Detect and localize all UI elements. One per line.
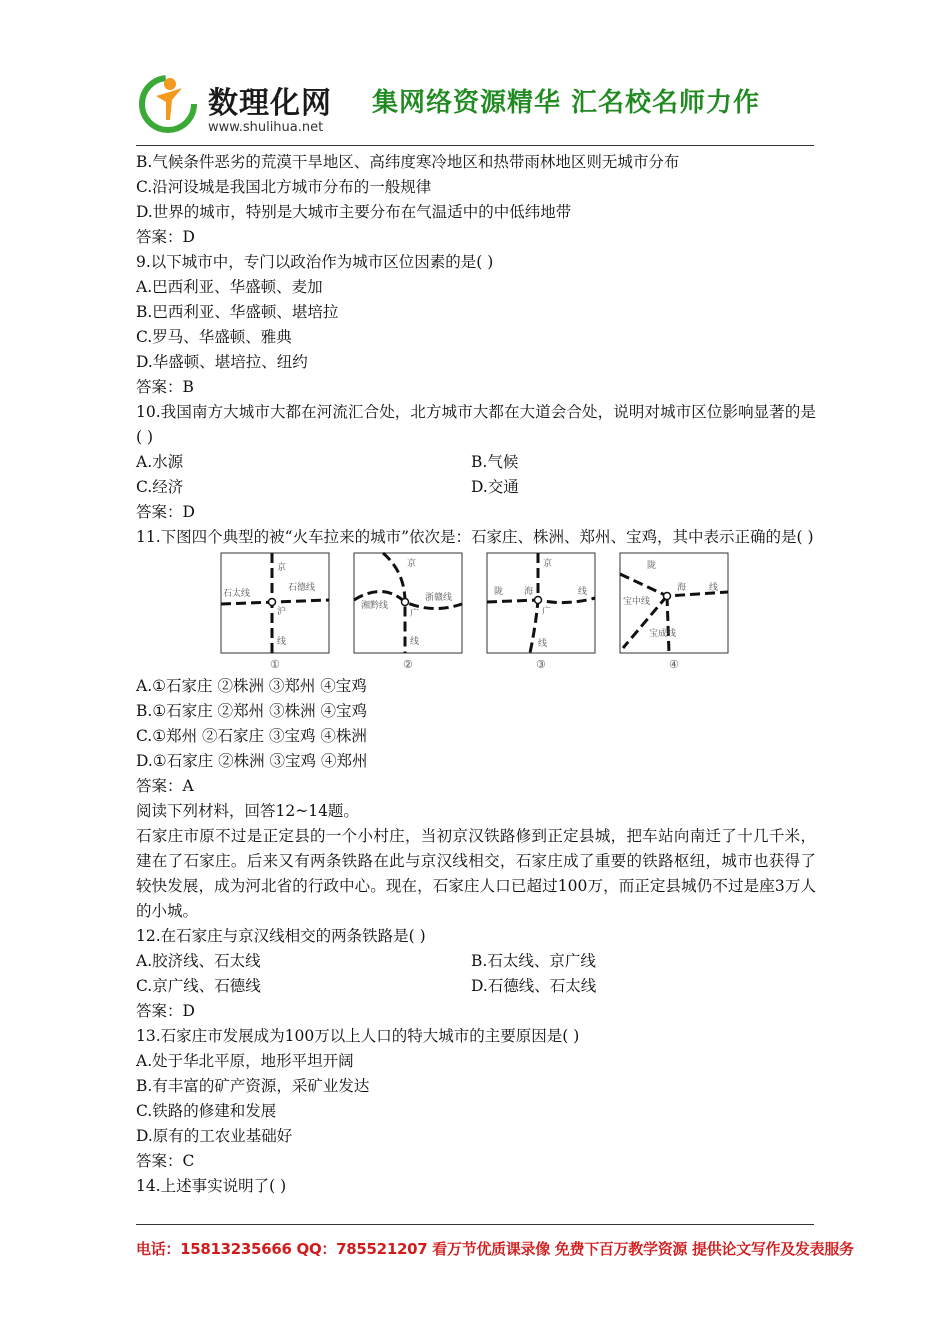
- fig1-label-hu: 沪: [277, 607, 287, 617]
- header-divider: [136, 145, 814, 146]
- q13-option-b: B.有丰富的矿产资源，采矿业发达: [136, 1077, 370, 1095]
- q9-option-a: A.巴西利亚、华盛顿、麦加: [136, 278, 323, 296]
- q13-answer: 答案：C: [136, 1152, 195, 1170]
- fig2-label-jing: 京: [407, 559, 417, 569]
- q12-option-c: C.京广线、石德线: [136, 977, 261, 995]
- fig3-number: ③: [536, 658, 546, 671]
- reading-passage: 石家庄市原不过是正定县的一个小村庄，当初京汉铁路修到正定县城，把车站向南迁了十几千米，建在了石家庄。后来又有两条铁路在此与京汉线相交，石家庄成了重要的铁路枢纽，城市也获得了较快发展，成为河北省的行政中心。现在，石家庄人口已超过100万，而正定县城仍不过是座3万人的小城。: [136, 827, 816, 920]
- fig1-label-jing: 京: [277, 563, 287, 573]
- q10-option-d: D.交通: [471, 478, 519, 496]
- fig2-label-xiangqian: 湘黔线: [361, 601, 389, 611]
- fig2-label-xian: 线: [410, 637, 420, 647]
- q10-option-b: B.气候: [471, 453, 519, 471]
- q10-options-row1: [136, 450, 816, 475]
- q14-stem: 14.上述事实说明了( ): [136, 1177, 287, 1195]
- fig2-number: ②: [403, 658, 413, 671]
- q9-option-c: C.罗马、华盛顿、雅典: [136, 328, 292, 346]
- fig3-label-guang: 广: [542, 607, 552, 617]
- q8-answer: 答案：D: [136, 228, 195, 246]
- fig3-label-long: 陇: [494, 587, 504, 597]
- fig3-label-xian-south: 线: [538, 639, 548, 649]
- q12-option-d: D.石德线、石太线: [471, 977, 597, 995]
- q13-stem: 13.石家庄市发展成为100万以上人口的特大城市的主要原因是( ): [136, 1027, 580, 1045]
- railway-figure-2: [353, 552, 465, 674]
- q10-answer: 答案：D: [136, 503, 195, 521]
- q9-stem: 9.以下城市中，专门以政治作为城市区位因素的是( ): [136, 253, 494, 271]
- q10-stem: 10.我国南方大城市大都在河流汇合处，北方城市大都在大道会合处，说明对城市区位影响显著的是( ): [136, 403, 816, 446]
- fig4-label-baozhong: 宝中线: [623, 597, 651, 607]
- reading-intro: 阅读下列材料，回答12~14题。: [136, 802, 359, 820]
- q8-option-c: C.沿河设城是我国北方城市分布的一般规律: [136, 178, 432, 196]
- fig4-label-hai: 海: [677, 583, 687, 593]
- q11-figures: [136, 552, 816, 674]
- q13-option-d: D.原有的工农业基础好: [136, 1127, 293, 1145]
- page-header: [136, 66, 814, 144]
- fig4-number: ④: [669, 658, 679, 671]
- fig1-label-shide: 石德线: [288, 583, 316, 593]
- railway-figure-1: [220, 552, 332, 674]
- fig4-label-xian: 线: [709, 583, 719, 593]
- q10-option-c: C.经济: [136, 478, 184, 496]
- q11-option-b: B.①石家庄 ②郑州 ③株洲 ④宝鸡: [136, 702, 367, 720]
- q11-stem: 11.下图四个典型的被“火车拉来的城市”依次是：石家庄、株洲、郑州、宝鸡，其中表示正确的是( ): [136, 528, 814, 546]
- q12-option-b: B.石太线、京广线: [471, 952, 596, 970]
- q11-option-a: A.①石家庄 ②株洲 ③郑州 ④宝鸡: [136, 677, 367, 695]
- site-url[interactable]: www.shulihua.net: [208, 120, 324, 135]
- q8-option-b: B.气候条件恶劣的荒漠干旱地区、高纬度寒冷地区和热带雨林地区则无城市分布: [136, 153, 680, 171]
- q12-options-row1: [136, 949, 816, 974]
- fig3-label-jing: 京: [543, 559, 553, 569]
- railway-figure-4: [619, 552, 731, 674]
- q12-stem: 12.在石家庄与京汉线相交的两条铁路是( ): [136, 927, 426, 945]
- q13-option-a: A.处于华北平原，地形平坦开阔: [136, 1052, 354, 1070]
- q9-option-d: D.华盛顿、堪培拉、纽约: [136, 353, 308, 371]
- fig1-number: ①: [270, 658, 280, 671]
- footer-contact: 电话：15813235666 QQ：785521207 看万节优质课录像 免费下百万教学资源 提供论文写作及发表服务: [136, 1240, 854, 1258]
- q9-option-b: B.巴西利亚、华盛顿、堪培拉: [136, 303, 339, 321]
- q8-option-d: D.世界的城市，特别是大城市主要分布在气温适中的中低纬地带: [136, 203, 572, 221]
- logo-icon: [136, 70, 200, 134]
- footer-divider: [136, 1224, 814, 1225]
- fig2-label-guang: 广: [410, 609, 420, 619]
- q10-options-row2: [136, 475, 816, 500]
- fig3-label-xian-east: 线: [578, 587, 588, 597]
- q9-answer: 答案：B: [136, 378, 194, 396]
- fig1-label-shitai: 石太线: [223, 589, 251, 599]
- fig2-label-zhegan: 浙赣线: [425, 593, 453, 603]
- q10-option-a: A.水源: [136, 453, 184, 471]
- railway-figure-3: [486, 552, 598, 674]
- fig4-label-baocheng: 宝成线: [649, 629, 677, 639]
- fig1-label-xian: 线: [277, 637, 287, 647]
- fig4-label-long: 陇: [647, 561, 657, 571]
- q12-option-a: A.胶济线、石太线: [136, 952, 261, 970]
- q12-options-row2: [136, 974, 816, 999]
- q11-answer: 答案：A: [136, 777, 194, 795]
- q11-option-d: D.①石家庄 ②株洲 ③宝鸡 ④郑州: [136, 752, 368, 770]
- site-name: 数理化网: [208, 86, 332, 121]
- fig3-label-hai: 海: [524, 587, 534, 597]
- q12-answer: 答案：D: [136, 1002, 195, 1020]
- header-slogan: 集网络资源精华 汇名校名师力作: [372, 88, 761, 118]
- q13-option-c: C.铁路的修建和发展: [136, 1102, 277, 1120]
- q11-option-c: C.①郑州 ②石家庄 ③宝鸡 ④株洲: [136, 727, 367, 745]
- document-body: [136, 150, 816, 1199]
